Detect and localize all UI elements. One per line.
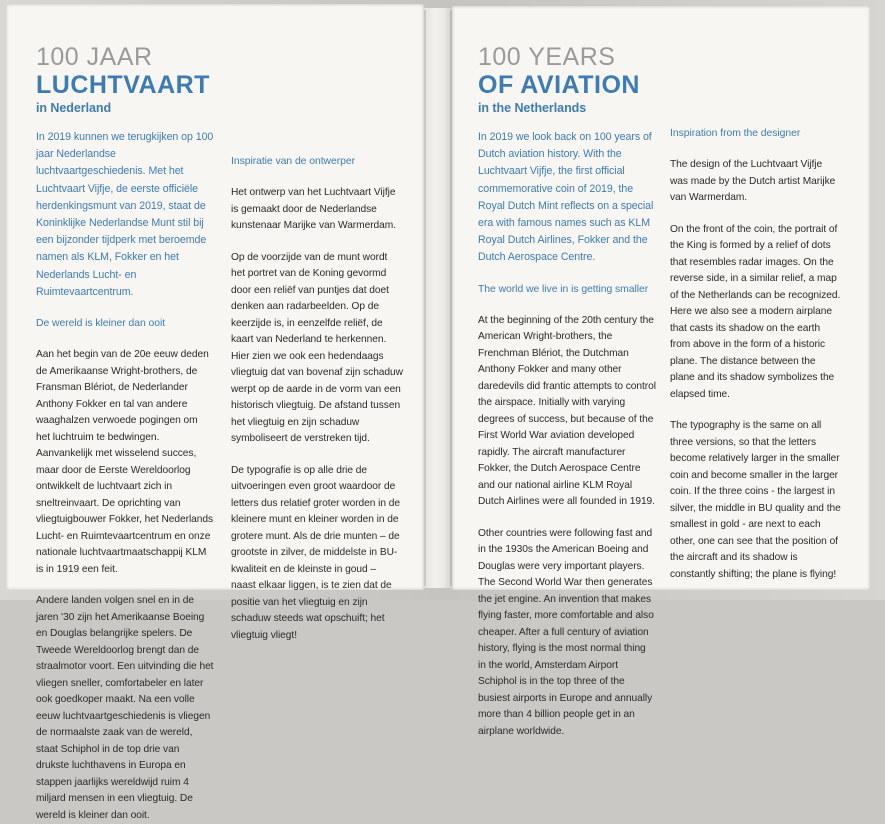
fold-shadow-left	[424, 10, 426, 586]
right-section1-p1: At the beginning of the 20th century the American Wright-brothers, the Frenchman Blériot, the Dutchman Anthony Fokker and many other daredevils did frantic attempts to control the airspace. Initially with varying degrees of success, but because of the First World War aviation developed rapidly. The aircraft manufacturer Fokker, the Dutch Aerospace Centre and our national airline KLM Royal Dutch Airlines were all founded in 1919.	[478, 314, 656, 508]
left-section2-p3: De typografie is op alle drie de uitvoeringen even groot waardoor de letters dus relatief groter worden in de kleinere munt en kleiner worden in de grotere munt. Als de drie munten – de grootste in zilver, de middelste in BU-kwaliteit en de kleinste in goud – naast elkaar liggen, is te zien dat de positie van het vliegtuig en zijn schaduw steeds wat opschuift; het vliegtuig vliegt!	[231, 464, 401, 641]
left-section2-p2: Op de voorzijde van de munt wordt het portret van de Koning gevormd door een reliëf van puntjes dat doet denken aan radarbeelden. Op de keerzijde is, in eenzelfde reliëf, de kaart van Nederland te herkennen. Hier zien we ook een hedendaags vliegtuig dat van bovenaf zijn schaduw werpt op de aarde in de vorm van een historisch vliegtuig. De afstand tussen het vliegtuig en zijn schaduw symboliseert de verstreken tijd.	[231, 251, 403, 444]
right-title-line3: in the Netherlands	[478, 101, 587, 115]
right-intro: In 2019 we look back on 100 years of Dutch aviation history. With the Luchtvaart Vijfje, the first official commemorative coin of 2019, the Royal Dutch Mint reflects on a special era with famous names such as KLM Royal Dutch Airlines, Fokker and the Dutch Aerospace Centre.	[478, 131, 654, 264]
right-section2-heading: Inspiration from the designer	[670, 128, 801, 139]
right-section2-p1: The design of the Luchtvaart Vijfje was made by the Dutch artist Marijke van Warmerdam.	[670, 159, 836, 203]
right-title-line2: OF AVIATION	[478, 71, 640, 99]
right-column-2	[670, 42, 842, 598]
left-section2-p1: Het ontwerp van het Luchtvaart Vijfje is gemaakt door de Nederlandse kunstenaar Marijke van Warmerdam.	[231, 187, 396, 231]
right-section2-p2: On the front of the coin, the portrait of the King is formed by a relief of dots that resembles radar images. On the reverse side, in a similar relief, a map of the Netherlands can be recognized. Here we also see a modern airplane that casts its shadow on the earth from above in the form of a historic plane. The distance between the plane and its shadow symbolizes the elapsed time.	[670, 223, 841, 400]
left-section1-heading: De wereld is kleiner dan ooit	[36, 318, 166, 330]
left-title-line3: in Nederland	[36, 101, 112, 115]
left-column-1	[36, 43, 214, 821]
right-title-line1: 100 YEARS	[478, 43, 616, 71]
right-section2-p3: The typography is the same on all three versions, so that the letters become relatively larger in the smaller coin and become smaller in the larger coin. If the three coins - the largest in silver, the middle in BU quality and the smallest in gold - are next to each other, one can see that the position of the aircraft and its shadow is constantly shifting; the plane is flying!	[670, 420, 841, 580]
left-section1-p1: Aan het begin van de 20e eeuw deden de Amerikaanse Wright-brothers, de Fransman Blériot, de Nederlander Anthony Fokker en tal van andere waaghalzen verwoede pogingen om het luchtruim te bedwingen. Aanvankelijk met wisselend succes, maar door de Eerste Wereldoorlog ontwikkelt de luchtvaart zich in sneltreinvaart. De oprichting van vliegtuigbouwer Fokker, het Nederlands Lucht- en Ruimtevaartcentrum en onze nationale luchtvaartmaatschappij KLM is in 1919 een feit.	[36, 349, 214, 575]
right-section1-heading: The world we live in is getting smaller	[478, 283, 649, 295]
left-intro: In 2019 kunnen we terugkijken op 100 jaar Nederlandse luchtvaartgeschiedenis. Met het Luchtvaart Vijfje, de eerste officiële herdenkingsmunt van 2019, staat de Koninklijke Nederlandse Munt stil bij een bijzonder tijdperk met beroemde namen als KLM, Fokker en het Nederlands Lucht- en Ruimtevaartcentrum.	[36, 131, 214, 298]
left-title-line1: 100 JAAR	[36, 43, 153, 71]
left-section2-heading: Inspiratie van de ontwerper	[231, 156, 355, 167]
left-column-2	[231, 42, 403, 659]
right-column-1	[478, 43, 656, 737]
left-section1-p2: Andere landen volgen snel en in de jaren '30 zijn het Amerikaanse Boeing en Douglas belangrijke spelers. De Tweede Wereldoorlog brengt dan de straalmotor voort. Een uitvinding die het vliegen sneller, comfortabeler en later ook goedkoper maakt. Na een volle eeuw luchtvaartgeschiedenis is vliegen de normaalste zaak van de wereld, staat Schiphol in de top drie van drukste luchthavens in Europa en stappen jaarlijks wereldwijd ruim 4 miljard mensen in een vliegtuig. De wereld is kleiner dan ooit.	[36, 595, 214, 821]
right-section1-p2: Other countries were following fast and in the 1930s the American Boeing and Douglas were very important players. The Second World War then generates the jet engine. An invention that makes flying faster, more comfortable and also cheaper. After a full century of aviation history, flying is the most normal thing in the world, Amsterdam Airport Schiphol is in the top three of the busiest airports in Europe and annually more than 4 billion people get in an airplane worldwide.	[478, 527, 654, 737]
left-title-line2: LUCHTVAART	[36, 71, 210, 99]
booklet-spine	[424, 8, 452, 588]
